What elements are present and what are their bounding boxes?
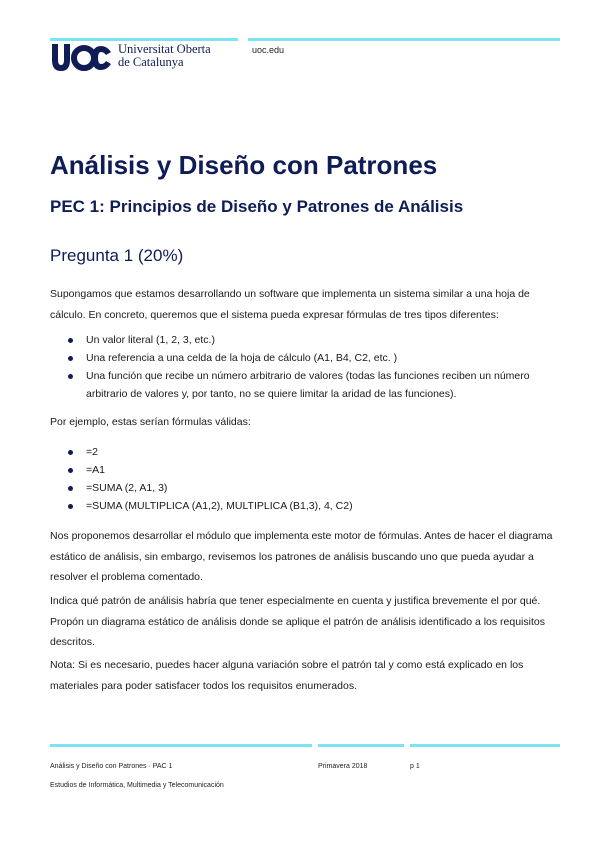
- bullet-icon: [68, 356, 73, 361]
- footer-course: Análisis y Diseño con Patrones · PAC 1: [50, 763, 173, 770]
- examples-list: [68, 443, 558, 515]
- footer-studies: Estudios de Informática, Multimedia y Telecomunicación: [50, 782, 224, 789]
- footer-page-number: p 1: [410, 763, 420, 770]
- university-name-line2: de Catalunya: [118, 54, 184, 69]
- intro-paragraph: Supongamos que estamos desarrollando un software que implementa un sistema similar a una hoja de cálculo. En concreto, queremos que el sistema pueda expresar fórmulas de tres tipos diferentes:: [50, 288, 530, 321]
- section-heading: Pregunta 1 (20%): [50, 246, 184, 265]
- list-item: =SUMA (MULTIPLICA (A1,2), MULTIPLICA (B1,3), 4, C2): [68, 497, 558, 515]
- bullet-icon: [68, 450, 73, 455]
- examples-intro: Por ejemplo, estas serían fórmulas válidas:: [50, 416, 251, 428]
- list-item: =A1: [68, 461, 558, 479]
- task-paragraph: Indica qué patrón de análisis habría que tener especialmente en cuenta y justifica brevemente el por qué. Propón un diagrama estático de análisis donde se aplique el patrón de análisis identificado a los requisitos descritos.: [50, 595, 545, 648]
- university-name: [118, 43, 211, 68]
- bullet-icon: [68, 374, 73, 379]
- footer-line-right: [410, 744, 560, 747]
- site-url[interactable]: uoc.edu: [252, 45, 285, 55]
- header-line-right: [248, 38, 560, 41]
- list-item: Una referencia a una celda de la hoja de cálculo (A1, B4, C2, etc. ): [68, 349, 558, 367]
- list-item: Un valor literal (1, 2, 3, etc.): [68, 331, 558, 349]
- list-item: =SUMA (2, A1, 3): [68, 479, 558, 497]
- footer-line-left: [50, 744, 312, 747]
- formula-types-list: [68, 331, 558, 403]
- bullet-icon: [68, 486, 73, 491]
- list-item: Una función que recibe un número arbitrario de valores (todas las funciones reciben un número arbitrario de valores y, por tanto, no se quiere limitar la aridad de las funciones).: [68, 367, 558, 403]
- bullet-icon: [68, 338, 73, 343]
- uoc-logo-icon: [50, 40, 112, 74]
- bullet-icon: [68, 504, 73, 509]
- footer-line-middle: [318, 744, 404, 747]
- document-title: Análisis y Diseño con Patrones: [50, 150, 438, 180]
- document-subtitle: PEC 1: Principios de Diseño y Patrones de Análisis: [50, 197, 464, 216]
- bullet-icon: [68, 468, 73, 473]
- note-paragraph: Nota: Si es necesario, puedes hacer alguna variación sobre el patrón tal y como está explicado en los materiales para poder satisfacer todos los requisitos enumerados.: [50, 659, 524, 692]
- list-item: =2: [68, 443, 558, 461]
- footer-semester: Primavera 2018: [318, 763, 368, 770]
- module-paragraph: Nos proponemos desarrollar el módulo que implementa este motor de fórmulas. Antes de hacer el diagrama estático de análisis, sin embargo, revisemos los patrones de análisis buscando uno que pueda ayudar a resolver el problema comentado.: [50, 530, 553, 583]
- university-name-line1: Universitat Oberta: [118, 42, 211, 56]
